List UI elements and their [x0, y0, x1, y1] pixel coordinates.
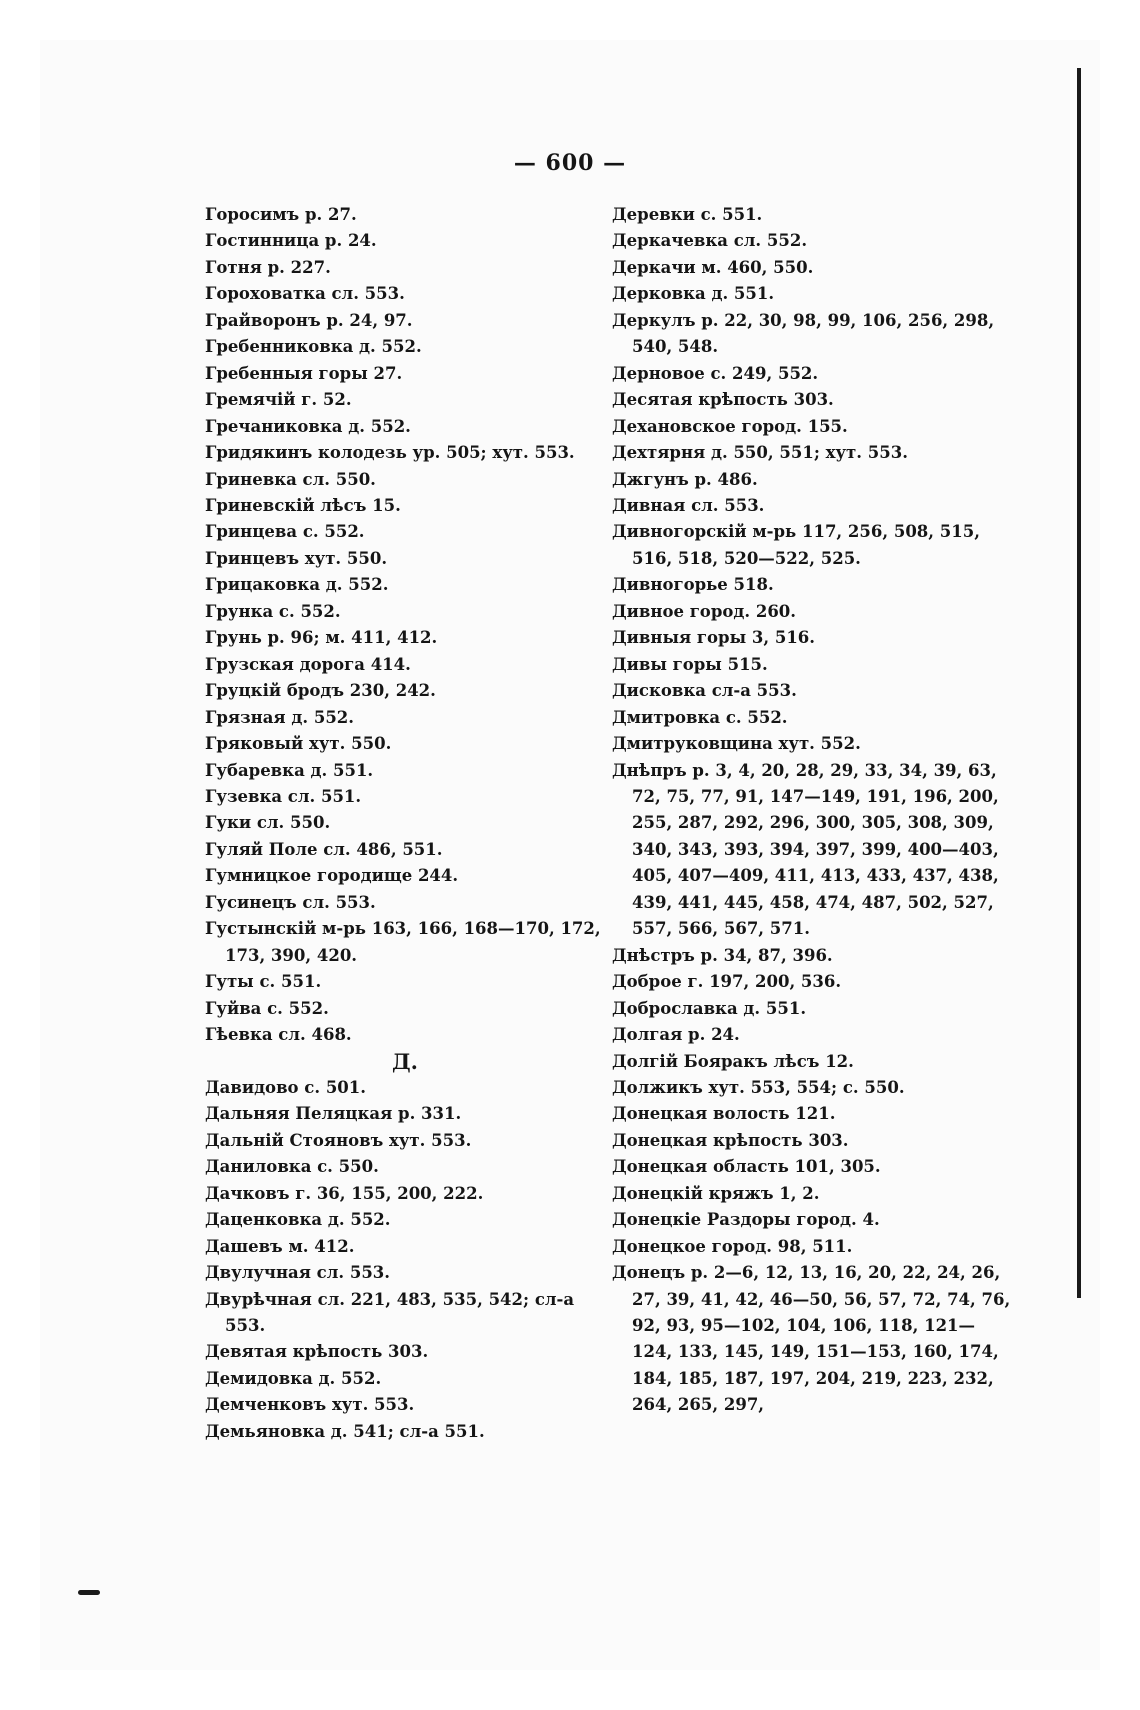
index-entry: Деркачи м. 460, 550.: [612, 257, 814, 277]
index-entry: Деревки с. 551.: [612, 205, 763, 224]
index-entry: Дивное город. 260.: [612, 601, 797, 621]
index-entry: Гремячій г. 52.: [205, 390, 352, 410]
index-entry: Грицаковка д. 552.: [205, 575, 389, 595]
index-entry: Давидово с. 501.: [205, 1077, 367, 1097]
index-entry: Гриневка сл. 550.: [205, 469, 376, 489]
index-entry: Гуйва с. 552.: [205, 998, 329, 1018]
index-entry: Гуты с. 551.: [205, 972, 322, 992]
index-entry: Девятая крѣпость 303.: [205, 1342, 429, 1362]
index-entry: Дальняя Пеляцкая р. 331.: [205, 1104, 462, 1124]
index-entry: Грунь р. 96; м. 411, 412.: [205, 628, 438, 648]
index-entry: Грайворонъ р. 24, 97.: [205, 310, 413, 330]
index-entry: Деркачевка сл. 552.: [612, 231, 808, 251]
index-entry: Гумницкое городище 244.: [205, 866, 459, 886]
left-index-column: [205, 202, 605, 1445]
index-entry: Донецкіе Раздоры город. 4.: [612, 1210, 880, 1230]
index-entry: Донецкая область 101, 305.: [612, 1157, 881, 1177]
index-entry: Демченковъ хут. 553.: [205, 1395, 415, 1415]
index-entry: Двурѣчная сл. 221, 483, 535, 542; сл-а 553.: [205, 1289, 575, 1336]
index-entry: Донецкій кряжъ 1, 2.: [612, 1183, 820, 1203]
index-entry: Доброе г. 197, 200, 536.: [612, 972, 842, 992]
index-entry: Готня р. 227.: [205, 257, 331, 277]
index-entry: Груцкій бродъ 230, 242.: [205, 681, 436, 701]
index-entry: Дмитровка с. 552.: [612, 707, 788, 727]
index-entry: Должикъ хут. 553, 554; с. 550.: [612, 1077, 905, 1097]
index-entry: Донецкая волость 121.: [612, 1104, 836, 1124]
letter-heading: Д.: [392, 1048, 418, 1074]
index-entry: Густынскій м-рь 163, 166, 168—170, 172, 173, 390, 420.: [205, 919, 601, 965]
index-entry: Горосимъ р. 27.: [205, 205, 357, 224]
page-number: — 600 —: [513, 150, 627, 176]
index-entry: Дмитруковщина хут. 552.: [612, 734, 861, 754]
index-entry: Демьяновка д. 541; сл-а 551.: [205, 1421, 485, 1441]
index-entry: Гридякинъ колодезь ур. 505; хут. 553.: [205, 443, 575, 463]
index-entry: Гостинница р. 24.: [205, 231, 377, 251]
index-entry: Гусинецъ сл. 553.: [205, 892, 376, 912]
index-entry: Деркулъ р. 22, 30, 98, 99, 106, 256, 298, 540, 548.: [612, 310, 995, 357]
index-entry: Дивная сл. 553.: [612, 495, 765, 515]
index-entry: Дехановское город. 155.: [612, 416, 848, 436]
index-entry: Долгій Бояракъ лѣсъ 12.: [612, 1051, 854, 1071]
index-entry: Дисковка сл-а 553.: [612, 681, 797, 701]
index-entry: Дерновое с. 249, 552.: [612, 363, 819, 383]
index-entry: Дивногорскій м-рь 117, 256, 508, 515, 516, 518, 520—522, 525.: [612, 522, 980, 568]
index-entry: Гребенниковка д. 552.: [205, 337, 422, 357]
index-entry: Гуки сл. 550.: [205, 813, 331, 833]
index-entry: Джгунъ р. 486.: [612, 469, 758, 489]
index-entry: Донецкое город. 98, 511.: [612, 1236, 853, 1256]
index-entry: Дехтярня д. 550, 551; хут. 553.: [612, 443, 908, 463]
scan-margin-mark: [78, 1590, 100, 1595]
index-entry: Даниловка с. 550.: [205, 1157, 379, 1177]
index-entry: Гряковый хут. 550.: [205, 734, 392, 754]
right-index-column: [612, 202, 1012, 1419]
index-entry: Долгая р. 24.: [612, 1025, 740, 1045]
index-entry: Грунка с. 552.: [205, 601, 341, 621]
scan-edge-mark: [1077, 68, 1081, 1298]
index-entry: Донецъ р. 2—6, 12, 13, 16, 20, 22, 24, 26, 27, 39, 41, 42, 46—50, 56, 57, 72, 74, 76, 92, 93, 95—102, 104, 106, 118, 121—124, 133, 145, 149, 151—153, 160, 174, 184, 185, 187, 197, 204, 219, 223, 232, 264, 265, 297,: [612, 1263, 1011, 1415]
index-entry: Дивныя горы 3, 516.: [612, 628, 816, 648]
index-entry: Гуляй Поле сл. 486, 551.: [205, 839, 443, 859]
index-entry: Десятая крѣпость 303.: [612, 390, 834, 410]
index-entry: Двулучная сл. 553.: [205, 1263, 391, 1283]
index-entry: Демидовка д. 552.: [205, 1368, 382, 1388]
index-entry: Дерковка д. 551.: [612, 284, 775, 304]
index-entry: Гринцевъ хут. 550.: [205, 548, 388, 568]
index-entry: Гороховатка сл. 553.: [205, 284, 405, 304]
index-entry: Доброславка д. 551.: [612, 998, 807, 1018]
index-entry: Гринцева с. 552.: [205, 522, 365, 542]
index-entry: Дашевъ м. 412.: [205, 1236, 355, 1256]
index-entry: Гриневскій лѣсъ 15.: [205, 495, 401, 515]
index-entry: Донецкая крѣпость 303.: [612, 1130, 849, 1150]
index-entry: Гѣевка сл. 468.: [205, 1025, 352, 1045]
index-entry: Дальній Стояновъ хут. 553.: [205, 1130, 472, 1150]
index-entry: Грузская дорога 414.: [205, 654, 411, 674]
index-entry: Днѣстръ р. 34, 87, 396.: [612, 945, 833, 965]
index-entry: Гузевка сл. 551.: [205, 786, 362, 806]
index-entry: Дивы горы 515.: [612, 654, 768, 674]
index-entry: Гребенныя горы 27.: [205, 363, 403, 383]
index-entry: Даценковка д. 552.: [205, 1210, 391, 1230]
index-entry: Губаревка д. 551.: [205, 760, 374, 780]
index-entry: Грязная д. 552.: [205, 707, 355, 727]
index-entry: Днѣпръ р. 3, 4, 20, 28, 29, 33, 34, 39, 63, 72, 75, 77, 91, 147—149, 191, 196, 200, 255, 287, 292, 296, 300, 305, 308, 309, 340, 343, 393, 394, 397, 399, 400—403, 405, 407—409, 411, 413, 433, 437, 438, 439, 441, 445, 458, 474, 487, 502, 527, 557, 566, 567, 571.: [612, 760, 999, 939]
index-entry: Дивногорье 518.: [612, 575, 774, 595]
index-entry: Дачковъ г. 36, 155, 200, 222.: [205, 1183, 484, 1203]
index-entry: Гречаниковка д. 552.: [205, 416, 411, 436]
